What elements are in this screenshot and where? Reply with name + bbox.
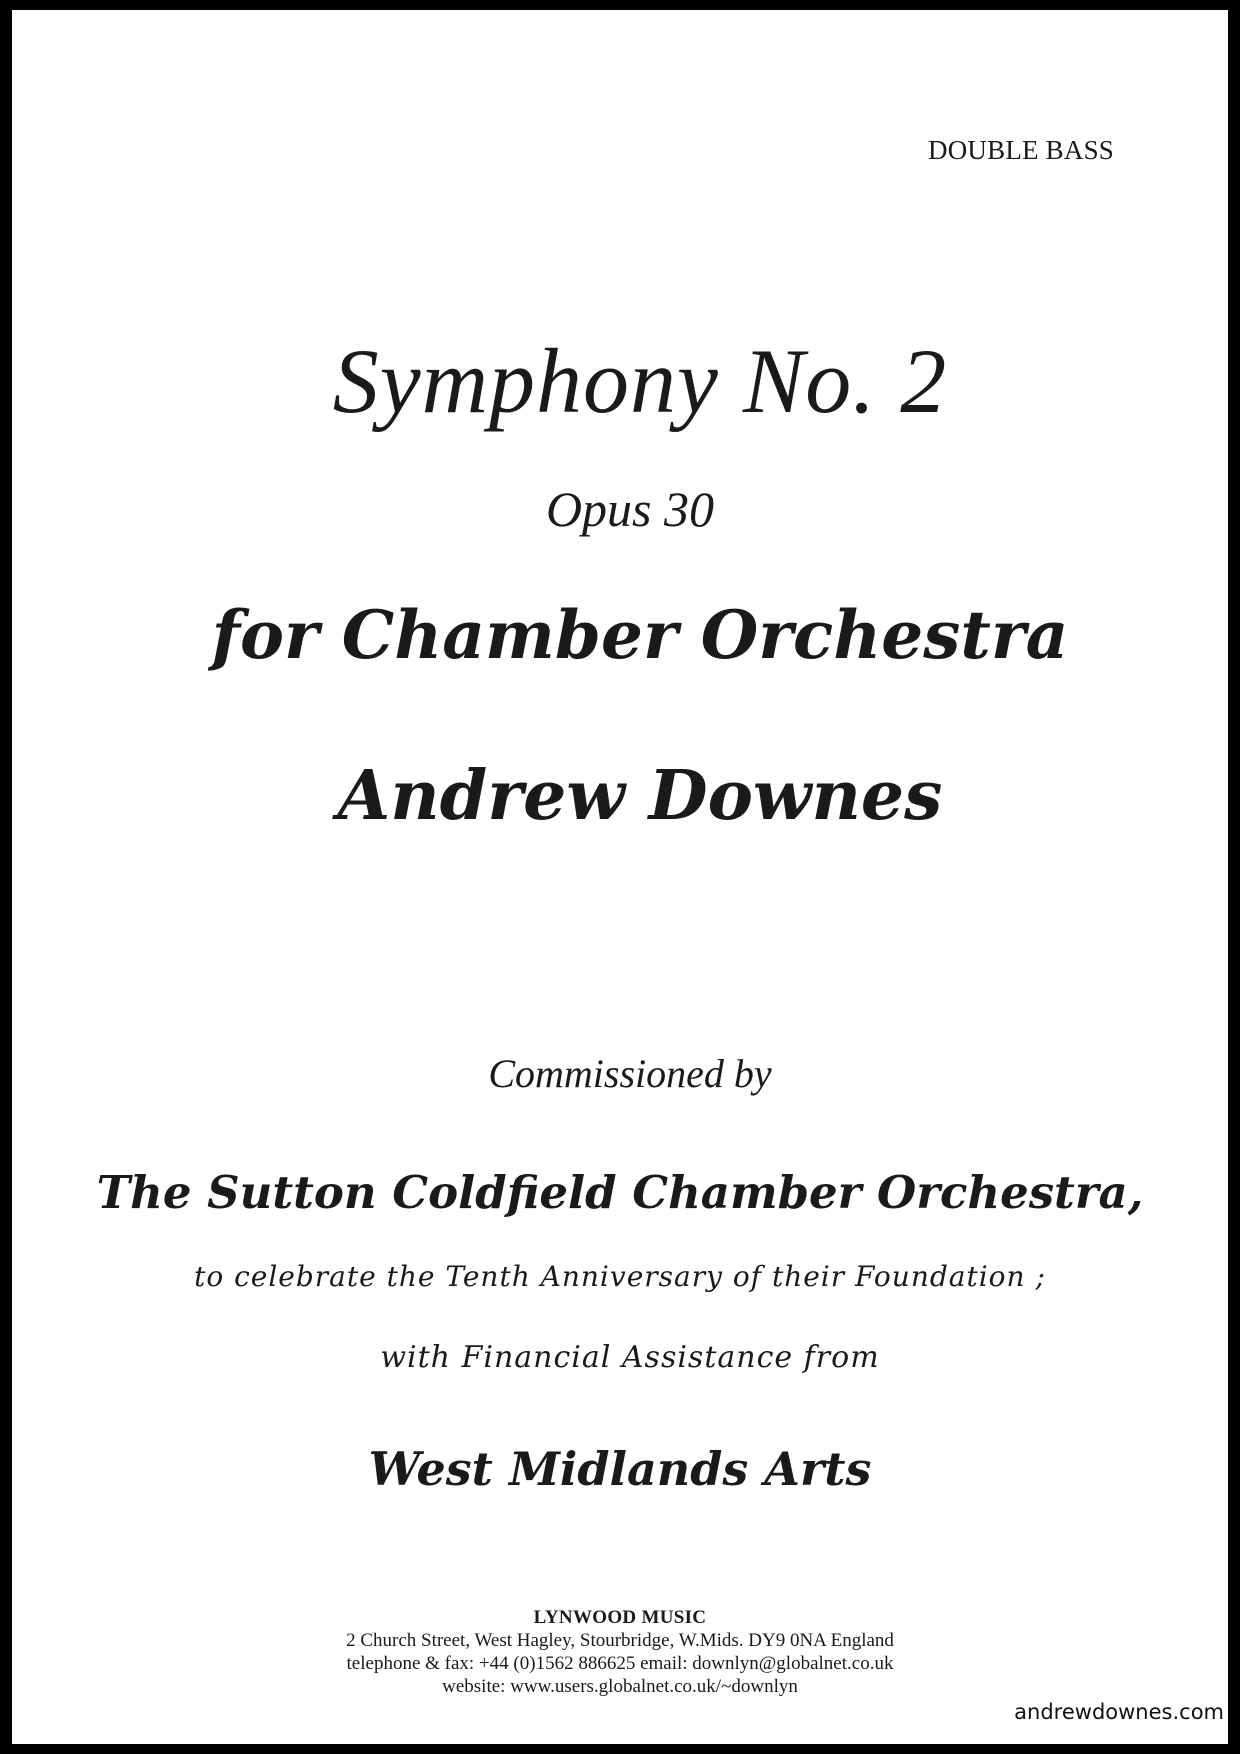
opus-number: Opus 30 — [545, 481, 715, 537]
instrument-label: DOUBLE BASS — [928, 135, 1114, 165]
score-cover-page — [12, 10, 1228, 1744]
financial-assistance-line: with Financial Assistance from — [380, 1340, 880, 1375]
commission-purpose: to celebrate the Tenth Anniversary of their Foundation ; — [194, 1260, 1046, 1293]
publisher-contact: telephone & fax: +44 (0)1562 886625 email: downlyn@globalnet.co.uk — [346, 1653, 894, 1674]
site-watermark: andrewdownes.com — [1010, 1700, 1228, 1724]
work-title: Symphony No. 2 — [332, 330, 948, 432]
publisher-name: LYNWOOD MUSIC — [533, 1607, 707, 1628]
funder-name: West Midlands Arts — [368, 1442, 872, 1496]
publisher-website: website: www.users.globalnet.co.uk/~downlyn — [442, 1676, 798, 1697]
commission-intro: Commissioned by — [488, 1051, 772, 1096]
instrumentation-line: for Chamber Orchestra — [211, 596, 1069, 674]
commissioning-orchestra: The Sutton Coldfield Chamber Orchestra, — [96, 1166, 1144, 1219]
composer-name: Andrew Downes — [337, 756, 943, 836]
publisher-address: 2 Church Street, West Hagley, Stourbridge, W.Mids. DY9 0NA England — [346, 1630, 894, 1651]
publisher-block — [12, 1606, 1228, 1698]
